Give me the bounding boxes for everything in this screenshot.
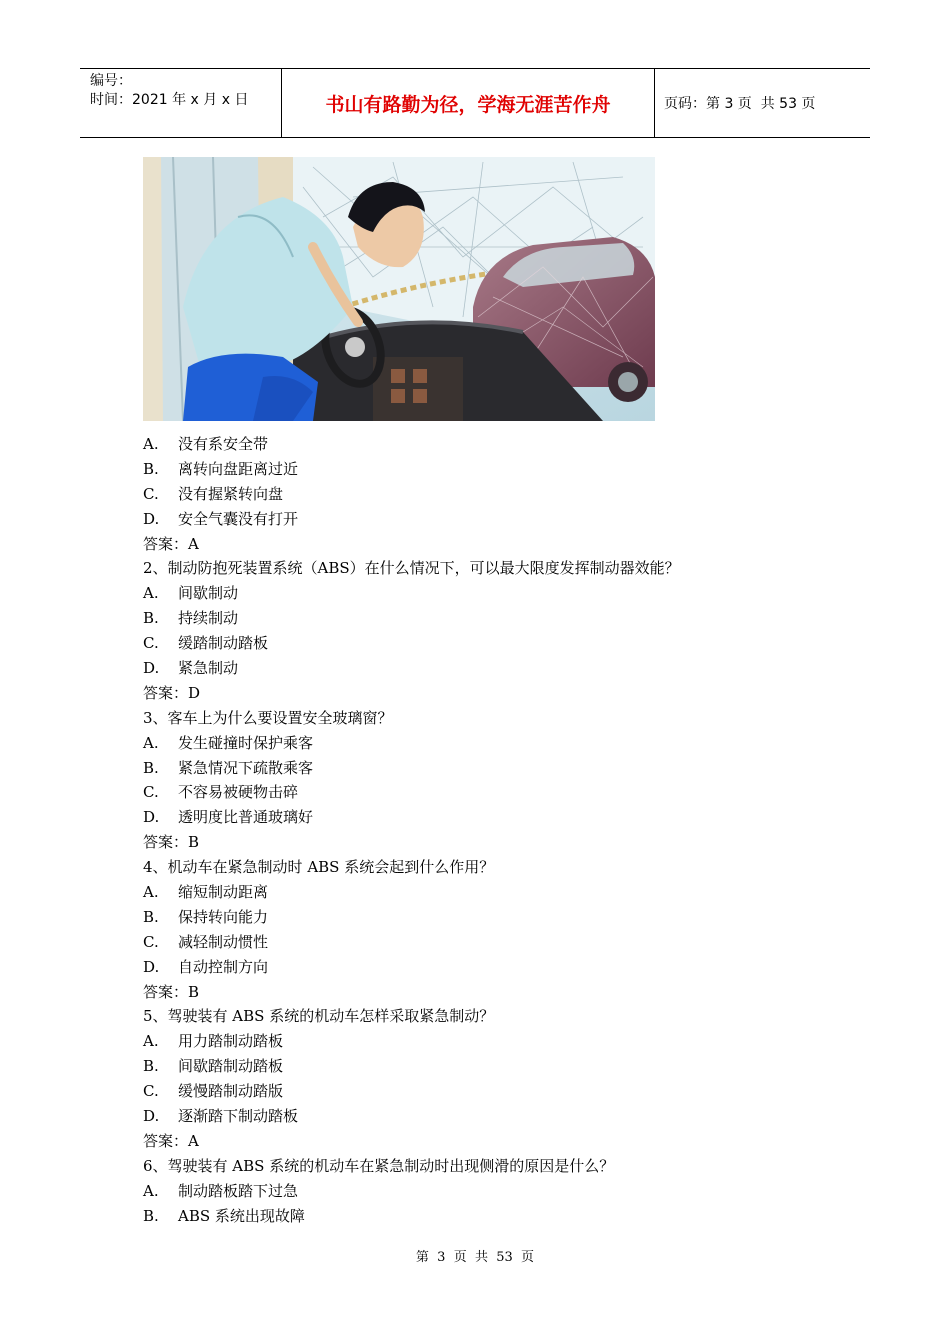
answer-line: 答案：A — [143, 534, 199, 553]
option-label: D. — [143, 659, 160, 678]
option-label: B. — [143, 1057, 159, 1076]
serial-label: 编号： — [90, 73, 132, 89]
option-label: A. — [143, 1032, 159, 1051]
option-row — [143, 780, 843, 805]
header-meta — [80, 69, 281, 137]
option-label: C. — [143, 783, 159, 802]
option-label: C. — [143, 484, 159, 503]
option-label: A. — [143, 733, 159, 752]
question-content — [143, 432, 843, 1229]
option-text: 没有握紧转向盘 — [178, 484, 284, 503]
option-text: 减轻制动惯性 — [178, 932, 269, 951]
option-row — [143, 905, 843, 930]
option-label: D. — [143, 509, 160, 528]
option-row — [143, 1204, 843, 1229]
option-row — [143, 581, 843, 606]
answer-line: 答案：B — [143, 982, 200, 1001]
option-text: ABS 系统出现故障 — [178, 1206, 305, 1225]
option-row — [143, 1104, 843, 1129]
answer-line: 答案：B — [143, 833, 200, 852]
option-label: B. — [143, 459, 159, 478]
option-label: B. — [143, 907, 159, 926]
option-row — [143, 1054, 843, 1079]
option-text: 紧急制动 — [178, 659, 239, 678]
illustration-svg — [143, 157, 655, 421]
option-text: 缓踏制动踏板 — [178, 634, 269, 653]
option-row — [143, 606, 843, 631]
option-label: B. — [143, 609, 159, 628]
motto: 书山有路勤为径，学海无涯苦作舟 — [325, 93, 611, 116]
option-text: 紧急情况下疏散乘客 — [178, 758, 314, 777]
option-row — [143, 631, 843, 656]
option-label: A. — [143, 883, 159, 902]
driver-collision-illustration — [143, 157, 655, 421]
page-footer: 第 3 页 共 53 页 — [415, 1250, 535, 1265]
option-text: 透明度比普通玻璃好 — [178, 808, 314, 827]
question-text: 6、驾驶装有 ABS 系统的机动车在紧急制动时出现侧滑的原因是什么？ — [143, 1156, 615, 1175]
option-text: 缩短制动距离 — [178, 883, 269, 902]
question-text: 2、制动防抱死装置系统（ABS）在什么情况下，可以最大限度发挥制动器效能？ — [143, 559, 680, 578]
option-text: 保持转向能力 — [178, 907, 269, 926]
option-row — [143, 930, 843, 955]
header-motto-cell — [281, 69, 655, 137]
option-text: 持续制动 — [178, 609, 239, 628]
option-label: C. — [143, 932, 159, 951]
option-text: 缓慢踏制动踏版 — [178, 1082, 284, 1101]
option-label: D. — [143, 957, 160, 976]
option-row — [143, 1029, 843, 1054]
option-label: C. — [143, 634, 159, 653]
answer-line: 答案：D — [143, 683, 201, 702]
option-row — [143, 955, 843, 980]
option-label: C. — [143, 1082, 159, 1101]
option-label: A. — [143, 435, 159, 453]
option-text: 用力踏制动踏板 — [178, 1032, 284, 1051]
option-text: 发生碰撞时保护乘客 — [178, 733, 314, 752]
option-label: A. — [143, 584, 159, 603]
page-info: 页码：第 3 页 共 53 页 — [664, 96, 816, 112]
option-label: D. — [143, 1107, 160, 1126]
option-text: 自动控制方向 — [178, 957, 269, 976]
option-row — [143, 756, 843, 781]
option-text: 逐渐踏下制动踏板 — [178, 1107, 299, 1126]
question-text: 5、驾驶装有 ABS 系统的机动车怎样采取紧急制动？ — [143, 1007, 495, 1026]
option-text: 不容易被硬物击碎 — [178, 783, 299, 802]
date-line: 时间：2021 年 x 月 x 日 — [90, 92, 249, 108]
option-row — [143, 482, 843, 507]
option-row — [143, 731, 843, 756]
option-row — [143, 1179, 843, 1204]
option-row — [143, 457, 843, 482]
question-text: 3、客车上为什么要设置安全玻璃窗？ — [143, 708, 393, 727]
option-label: D. — [143, 808, 160, 827]
option-text: 安全气囊没有打开 — [178, 509, 299, 528]
option-text: 间歇踏制动踏板 — [178, 1057, 284, 1076]
option-text: 没有系安全带 — [178, 435, 269, 453]
option-label: B. — [143, 758, 159, 777]
option-label: A. — [143, 1181, 159, 1200]
option-row — [143, 805, 843, 830]
option-text: 离转向盘距离过近 — [178, 459, 299, 478]
option-text: 间歇制动 — [178, 584, 239, 603]
option-label: B. — [143, 1206, 159, 1225]
answer-line: 答案：A — [143, 1131, 199, 1150]
option-row — [143, 656, 843, 681]
option-row — [143, 880, 843, 905]
question-text: 4、机动车在紧急制动时 ABS 系统会起到什么作用？ — [143, 858, 495, 877]
option-row — [143, 1079, 843, 1104]
page-header — [80, 68, 870, 138]
option-row — [143, 507, 843, 532]
option-row — [143, 432, 843, 457]
option-text: 制动踏板踏下过急 — [178, 1181, 299, 1200]
